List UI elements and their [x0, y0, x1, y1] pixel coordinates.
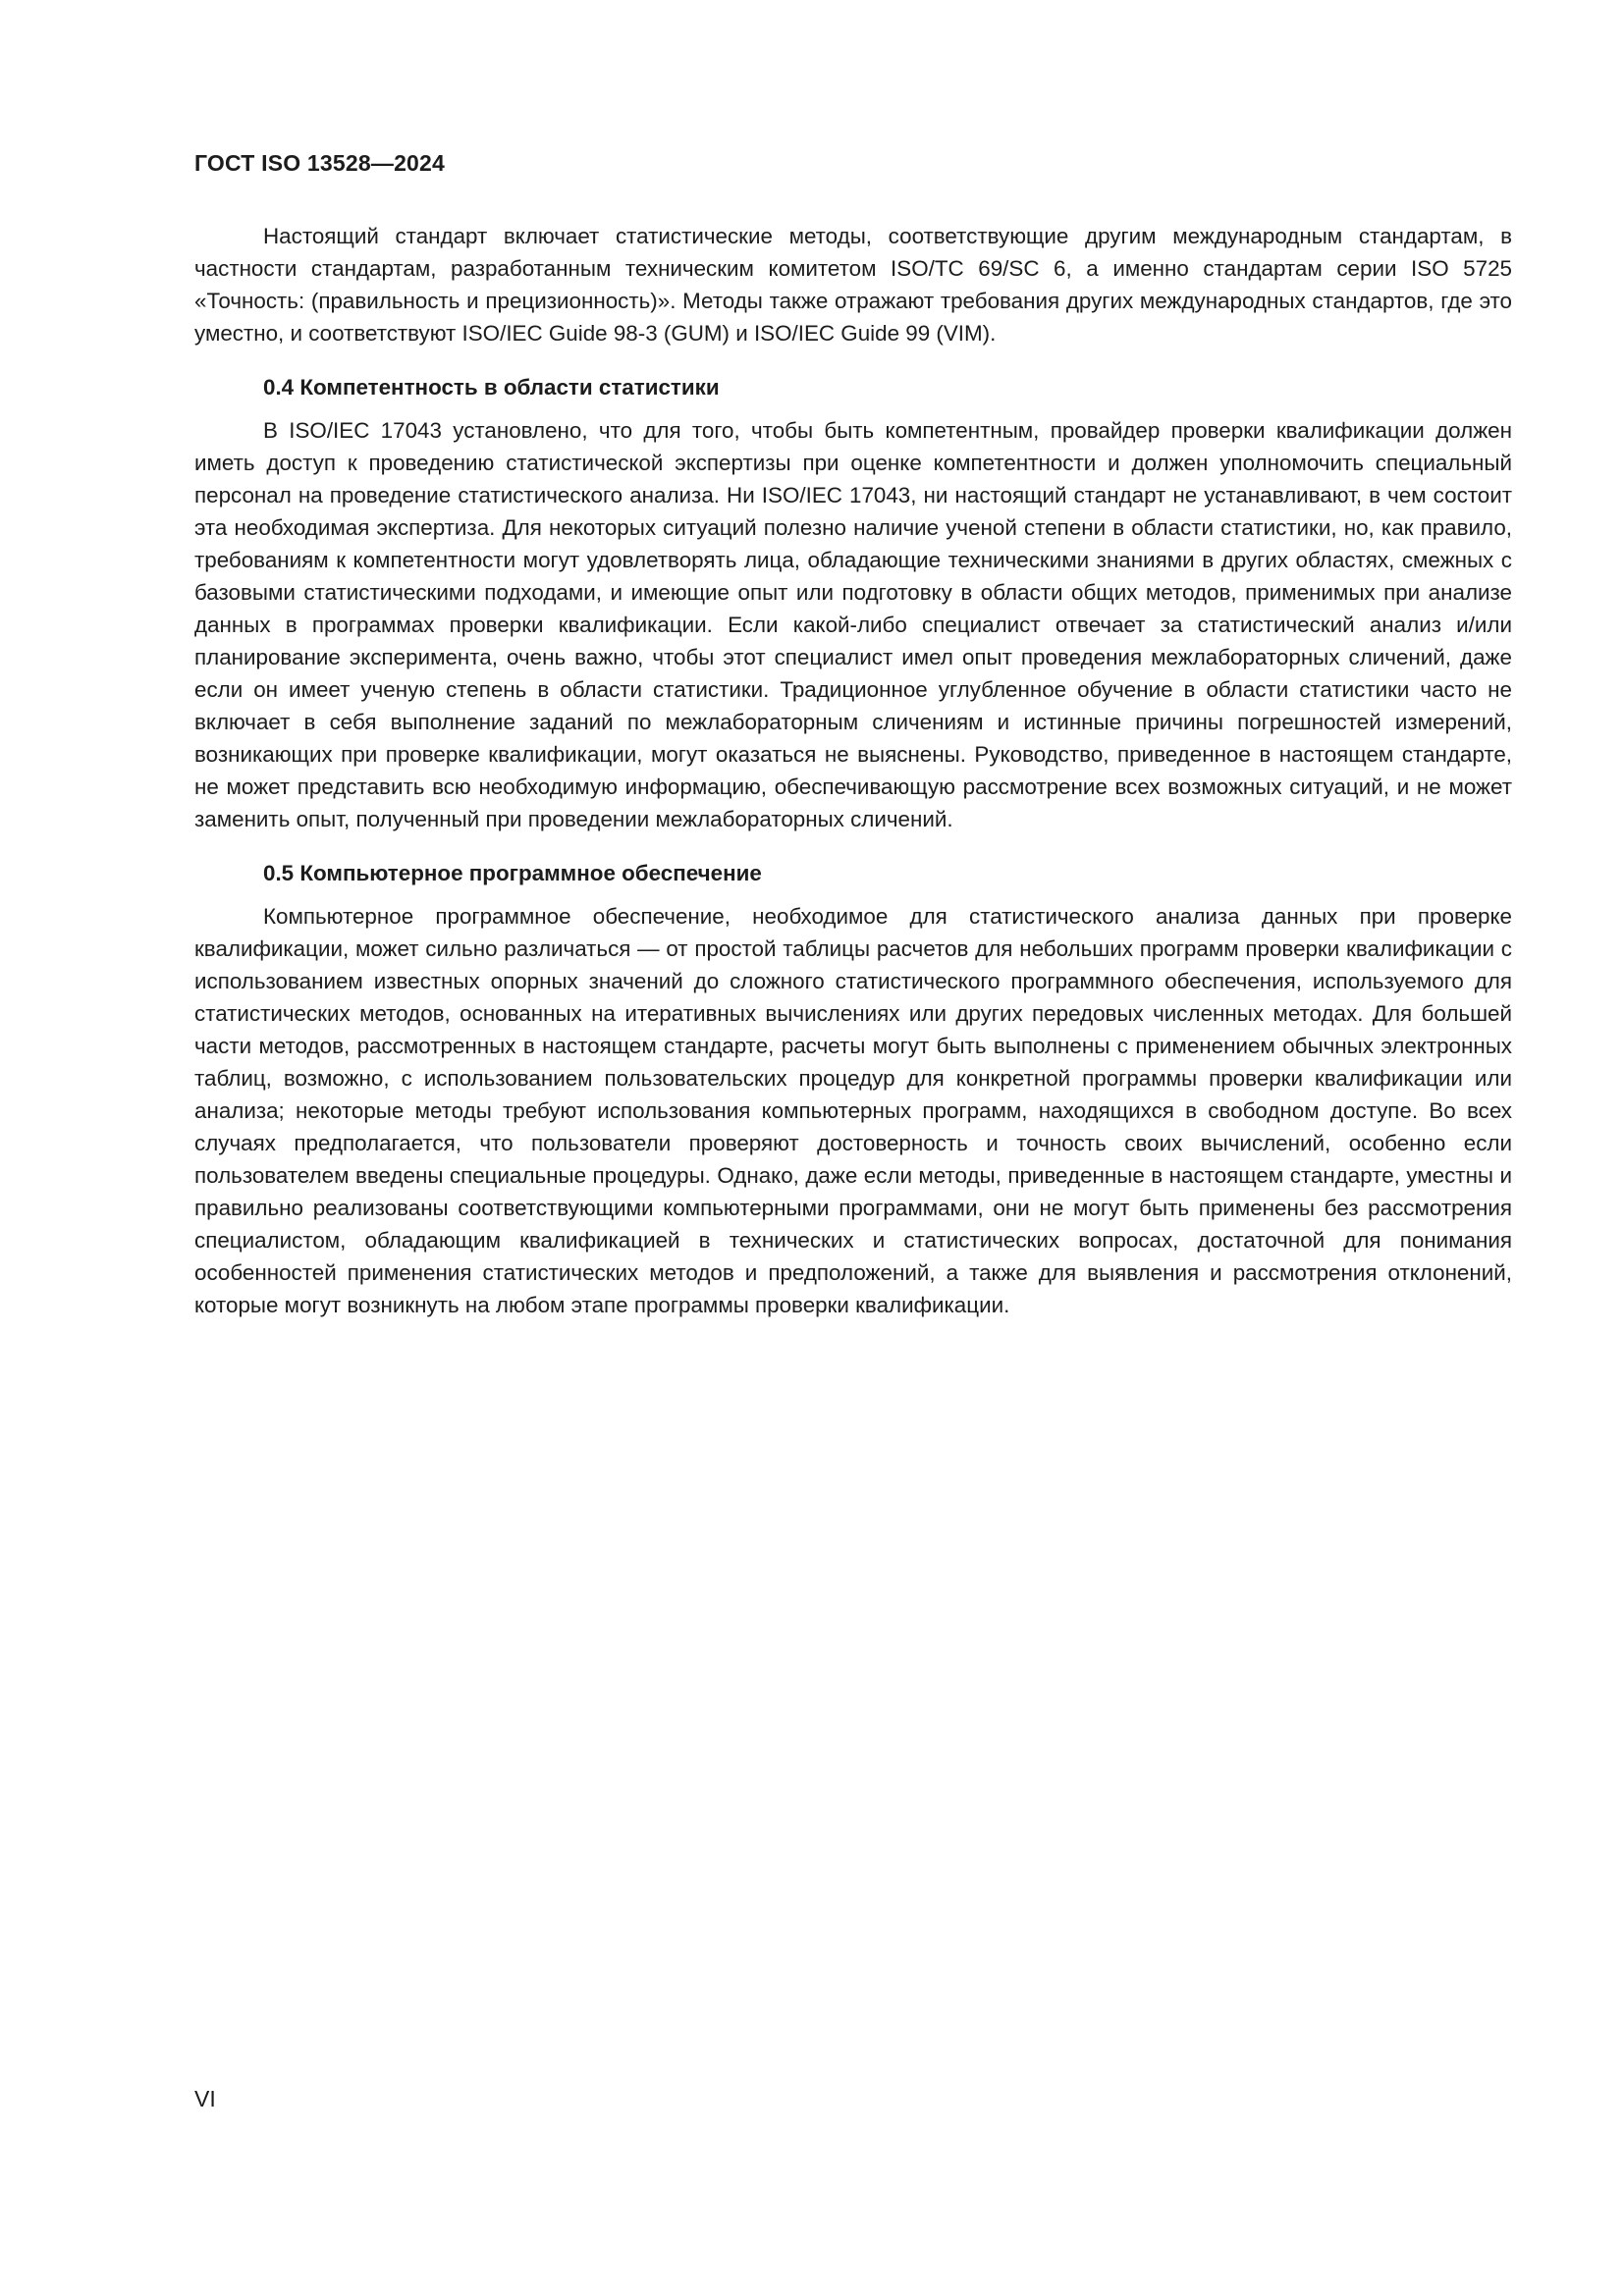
- section-heading-0-4: 0.4 Компетентность в области статистики: [263, 375, 720, 400]
- running-header-standard-id: ГОСТ ISO 13528—2024: [194, 150, 446, 176]
- section-heading-0-5: 0.5 Компьютерное программное обеспечение: [263, 861, 762, 885]
- page-body: [194, 220, 1512, 1321]
- section-0-5-paragraph: Компьютерное программное обеспечение, необходимое для статистического анализа данных при проверке квалификации, может сильно различаться — от простой таблицы расчетов для небольших программ проверки квалификации с использованием известных опорных значений до сложного статистического программного обеспечения, используемого для статистических методов, основанных на итеративных вычислениях или других передовых численных методах. Для большей части методов, рассмотренных в настоящем стандарте, расчеты могут быть выполнены с применением обычных электронных таблиц, возможно, с использованием пользовательских процедур для конкретной программы проверки квалификации или анализа; некоторые методы требуют использования компьютерных программ, находящихся в свободном доступе. Во всех случаях предполагается, что пользователи проверяют достоверность и точность своих вычислений, особенно если пользователем введены специальные процедуры. Однако, даже если методы, приведенные в настоящем стандарте, уместны и правильно реализованы соответствующими компьютерными программами, они не могут быть применены без рассмотрения специалистом, обладающим квалификацией в технических и статистических вопросах, достаточной для понимания особенностей применения статистических методов и предположений, а также для выявления и рассмотрения отклонений, которые могут возникнуть на любом этапе программы проверки квалификации.: [194, 904, 1512, 1317]
- page-number: VI: [194, 2086, 216, 2111]
- section-0-4-paragraph: В ISO/IEC 17043 установлено, что для того, чтобы быть компетентным, провайдер проверки квалификации должен иметь доступ к проведению статистической экспертизы при оценке компетентности и должен уполномочить специальный персонал на проведение статистического анализа. Ни ISO/IEC 17043, ни настоящий стандарт не устанавливают, в чем состоит эта необходимая экспертиза. Для некоторых ситуаций полезно наличие ученой степени в области статистики, но, как правило, требованиям к компетентности могут удовлетворять лица, обладающие техническими знаниями в других областях, смежных с базовыми статистическими подходами, и имеющие опыт или подготовку в области общих методов, применимых при анализе данных в программах проверки квалификации. Если какой-либо специалист отвечает за статистический анализ и/или планирование эксперимента, очень важно, чтобы этот специалист имел опыт проведения межлабораторных сличений, даже если он имеет ученую степень в области статистики. Традиционное углубленное обучение в области статистики часто не включает в себя выполнение заданий по межлабораторным сличениям и истинные причины погрешностей измерений, возникающих при проверке квалификации, могут оказаться не выяснены. Руководство, приведенное в настоящем стандарте, не может представить всю необходимую информацию, обеспечивающую рассмотрение всех возможных ситуаций, и не может заменить опыт, полученный при проведении межлабораторных сличений.: [194, 418, 1512, 831]
- intro-paragraph: Настоящий стандарт включает статистические методы, соответствующие другим международным стандартам, в частности стандартам, разработанным техническим комитетом ISO/TC 69/SC 6, а именно стандартам серии ISO 5725 «Точность: (правильность и прецизионность)». Методы также отражают требования других международных стандартов, где это уместно, и соответствуют ISO/IEC Guide 98-3 (GUM) и ISO/IEC Guide 99 (VIM).: [194, 224, 1512, 346]
